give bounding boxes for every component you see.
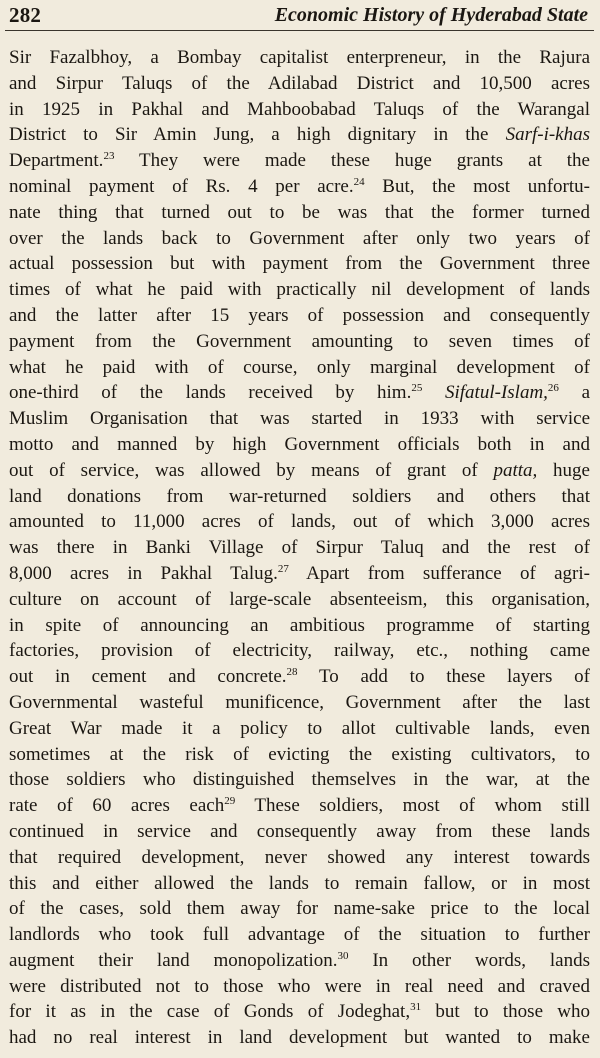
footnote-ref: 29 — [224, 795, 236, 808]
text-run: what he paid with of course, only marginal development of — [9, 356, 590, 378]
text-run: motto and manned by high Government officials both in and — [9, 433, 590, 455]
text-line — [9, 561, 590, 587]
text-run: Apart from sufferance of agri- — [288, 562, 590, 584]
body-text — [9, 45, 590, 1051]
text-run: But, the most unfortu- — [364, 175, 590, 197]
text-line — [9, 355, 590, 381]
text-line — [9, 587, 590, 613]
text-line — [9, 613, 590, 639]
text-line — [9, 251, 590, 277]
text-run: of the cases, sold them away for name-sake price to the local — [9, 898, 590, 920]
text-run: in spite of announcing an ambitious programme of starting — [9, 614, 590, 636]
text-run: Governmental wasteful munificence, Government after the last — [9, 691, 590, 713]
text-run: Sir Fazalbhoy, a Bombay capitalist enterpreneur, in the Rajura — [9, 47, 590, 68]
text-line — [9, 638, 590, 664]
text-run: but to those who — [421, 1001, 590, 1023]
running-head — [5, 0, 594, 31]
text-run: They were made these huge grants at the — [114, 150, 590, 172]
text-run: nominal payment of Rs. 4 per acre. — [9, 175, 354, 197]
text-run: payment from the Government amounting to seven times of — [9, 330, 590, 352]
text-line — [9, 896, 590, 922]
text-run: These soldiers, most of whom still — [235, 795, 590, 817]
text-run: was there in Banki Village of Sirpur Taluq and the rest of — [9, 537, 590, 559]
text-run: that required development, never showed any interest towards — [9, 846, 590, 868]
text-line — [9, 535, 590, 561]
text-line — [9, 122, 590, 148]
italic-text: Sifatul-Islam, — [445, 382, 548, 404]
text-run: a — [558, 382, 590, 404]
text-run: District to Sir Amin Jung, a high dignitary in the — [9, 124, 506, 146]
footnote-ref: 26 — [547, 382, 559, 395]
text-run: continued in service and consequently away from these lands — [9, 820, 590, 842]
text-line — [9, 767, 590, 793]
text-run: times of what he paid with practically nil development of lands — [9, 279, 590, 301]
text-run: and Sirpur Taluqs of the Adilabad District and 10,500 acres — [9, 72, 590, 94]
text-run: had no real interest in land development but wanted to make — [9, 1027, 590, 1049]
text-run: actual possession but with payment from the Government three — [9, 253, 590, 275]
text-line — [9, 974, 590, 1000]
text-run: in 1925 in Pakhal and Mahboobabad Taluqs of the Warangal — [9, 98, 590, 120]
text-run: land donations from war-returned soldiers and others that — [9, 485, 590, 507]
text-run: rate of 60 acres each — [9, 795, 225, 817]
text-run: factories, provision of electricity, railway, etc., nothing came — [9, 640, 590, 662]
text-run: were distributed not to those who were in real need and craved — [9, 975, 590, 997]
text-run: nate thing that turned out to be was that the former turned — [9, 201, 590, 223]
text-line — [9, 922, 590, 948]
footnote-ref: 31 — [410, 1001, 422, 1014]
text-line — [9, 200, 590, 226]
text-line — [9, 226, 590, 252]
page-number: 282 — [9, 3, 42, 27]
text-line — [9, 664, 590, 690]
text-line — [9, 380, 590, 406]
text-line — [9, 277, 590, 303]
text-line — [9, 716, 590, 742]
text-line — [9, 174, 590, 200]
text-run: over the lands back to Government after only two years of — [9, 227, 590, 249]
text-run: and the latter after 15 years of possession and consequently — [9, 304, 590, 326]
text-run: this and either allowed the lands to remain fallow, or in most — [9, 872, 590, 894]
text-run: culture on account of large-scale absenteeism, this organisation, — [9, 588, 590, 610]
text-line — [9, 793, 590, 819]
text-line — [9, 406, 590, 432]
italic-text: Sarf-i-khas — [505, 124, 590, 146]
text-run: amounted to 11,000 acres of lands, out of which 3,000 acres — [9, 511, 590, 533]
text-run: Department. — [9, 150, 104, 172]
text-line — [9, 871, 590, 897]
text-run: sometimes at the risk of evicting the existing cultivators, to — [9, 743, 590, 765]
text-line — [9, 458, 590, 484]
footnote-ref: 24 — [353, 175, 365, 188]
text-run: out in cement and concrete. — [9, 666, 287, 688]
text-line — [9, 303, 590, 329]
text-line — [9, 819, 590, 845]
text-run — [422, 382, 445, 403]
text-run: To add to these layers of — [297, 666, 590, 688]
text-run: one-third of the lands received by him. — [9, 382, 412, 404]
text-line — [9, 1025, 590, 1051]
text-run: 8,000 acres in Pakhal Talug. — [9, 562, 278, 584]
text-line — [9, 71, 590, 97]
text-run: Muslim Organisation that was started in 1933 with service — [9, 408, 590, 430]
text-run: huge — [537, 459, 590, 481]
text-run: In other words, lands — [348, 949, 590, 971]
footnote-ref: 23 — [103, 150, 115, 163]
text-line — [9, 45, 590, 71]
text-run: augment their land monopolization. — [9, 949, 338, 971]
italic-text: patta, — [493, 459, 538, 481]
text-run: for it as in the case of Gonds of Jodeghat, — [9, 1001, 411, 1023]
text-line — [9, 484, 590, 510]
text-line — [9, 999, 590, 1025]
text-line — [9, 845, 590, 871]
footnote-ref: 28 — [286, 666, 298, 679]
footnote-ref: 30 — [337, 949, 349, 962]
text-run: those soldiers who distinguished themselves in the war, at the — [9, 769, 590, 791]
text-line — [9, 742, 590, 768]
text-line — [9, 97, 590, 123]
text-line — [9, 948, 590, 974]
running-title: Economic History of Hyderabad State — [274, 4, 588, 26]
text-line — [9, 148, 590, 174]
text-run: landlords who took full advantage of the situation to further — [9, 924, 590, 946]
text-line — [9, 509, 590, 535]
text-run: out of service, was allowed by means of grant of — [9, 459, 494, 481]
text-run: Great War made it a policy to allot cultivable lands, even — [9, 717, 590, 739]
text-line — [9, 432, 590, 458]
footnote-ref: 25 — [411, 382, 423, 395]
footnote-ref: 27 — [277, 562, 289, 575]
text-line — [9, 329, 590, 355]
text-line — [9, 690, 590, 716]
